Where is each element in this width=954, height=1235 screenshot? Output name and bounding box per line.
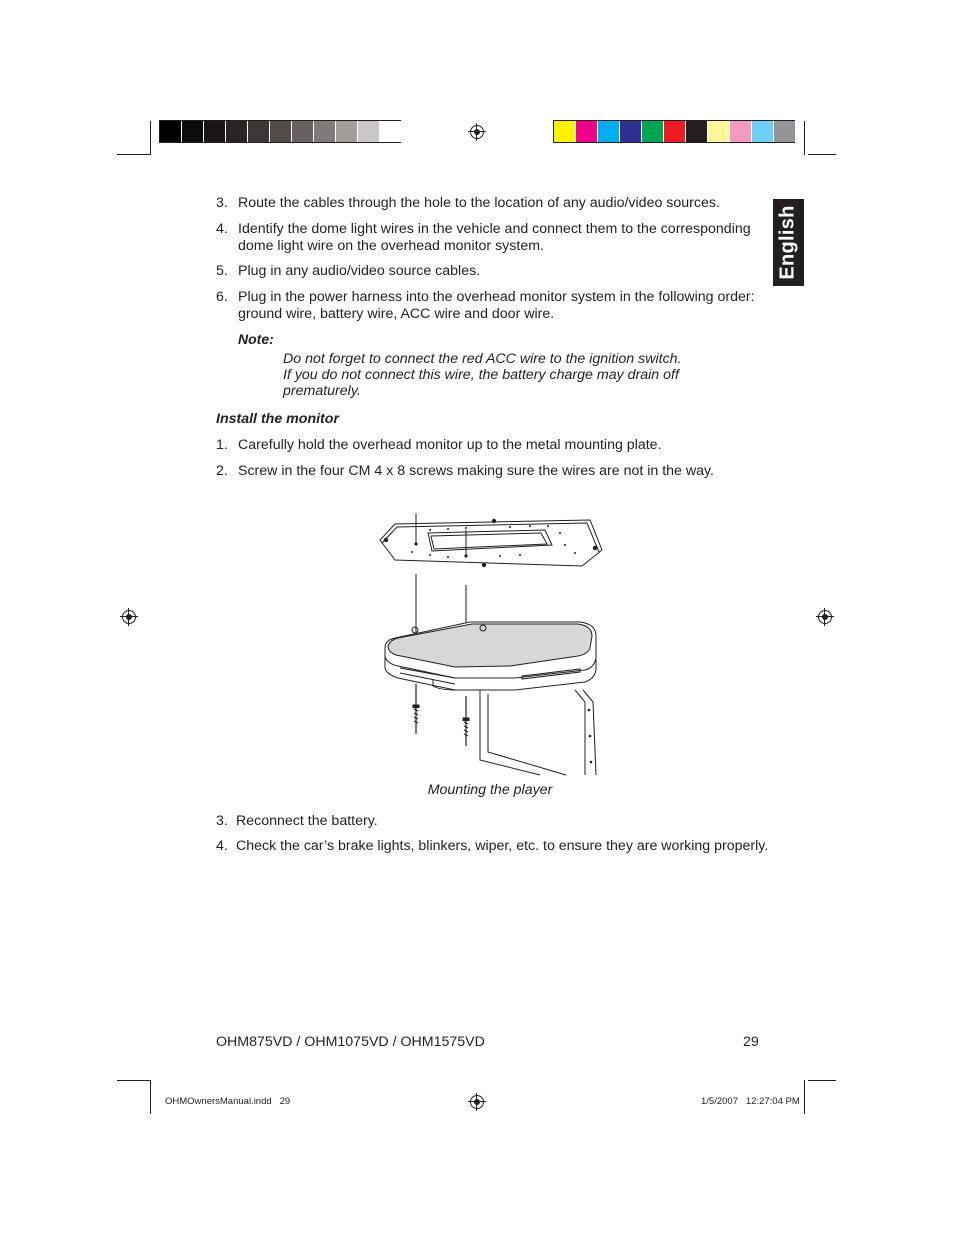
crop-mark: [808, 154, 836, 155]
color-swatch: [554, 121, 575, 142]
registration-mark-icon: [470, 1095, 484, 1109]
color-swatch: [774, 121, 795, 142]
step-text: Route the cables through the hole to the location of any audio/video sources.: [238, 195, 720, 211]
color-swatch: [270, 121, 291, 142]
step-text: Screw in the four CM 4 x 8 screws making sure the wires are not in the way.: [238, 463, 714, 479]
note-label: Note:: [238, 331, 274, 347]
color-swatch: [708, 121, 729, 142]
step-text: Plug in any audio/video source cables.: [238, 263, 481, 279]
registration-mark-icon: [818, 610, 832, 624]
step-number: 6.: [216, 289, 228, 305]
slug-file: OHMOwnersManual.indd 29: [165, 1096, 291, 1107]
step-text: Check the car’s brake lights, blinkers, wiper, etc. to ensure they are working properly.: [236, 838, 769, 854]
slug-timestamp: 1/5/2007 12:27:04 PM: [701, 1096, 800, 1107]
step-text: Reconnect the battery.: [236, 813, 378, 829]
color-swatch: [686, 121, 707, 142]
step-text: Plug in the power harness into the overhead monitor system in the following order: ground wire, battery wire, ACC wire and door wire.: [238, 289, 755, 322]
section-heading: Install the monitor: [216, 411, 339, 427]
step-number: 3.: [216, 813, 228, 829]
color-swatch: [576, 121, 597, 142]
color-swatch: [336, 121, 357, 142]
color-swatch: [358, 121, 379, 142]
crop-mark: [117, 1080, 151, 1081]
color-swatch: [380, 121, 401, 142]
crop-mark: [804, 1080, 805, 1114]
crop-mark: [117, 154, 151, 155]
registration-mark-icon: [122, 610, 136, 624]
figure-caption: Mounting the player: [427, 782, 553, 798]
color-swatch: [730, 121, 751, 142]
step-number: 1.: [216, 437, 228, 453]
note-body: [283, 351, 703, 399]
mounting-diagram: [370, 510, 610, 780]
color-swatch: [642, 121, 663, 142]
step-number: 3.: [216, 195, 228, 211]
language-tab: [773, 199, 804, 286]
crop-mark: [808, 1080, 836, 1081]
language-tab-label: English: [777, 205, 800, 280]
registration-mark-icon: [470, 125, 484, 139]
note-line: prematurely.: [283, 383, 361, 399]
crop-mark: [804, 121, 805, 155]
step-number: 2.: [216, 463, 228, 479]
crop-mark: [150, 1080, 151, 1114]
step-number: 4.: [216, 221, 228, 237]
color-swatch: [664, 121, 685, 142]
color-swatch: [248, 121, 269, 142]
footer-models: OHM875VD / OHM1075VD / OHM1575VD: [216, 1034, 485, 1050]
screw-icon: [413, 684, 419, 734]
page-number: 29: [743, 1034, 759, 1050]
step-number: 4.: [216, 838, 228, 854]
color-swatch: [182, 121, 203, 142]
monitor-screen: [480, 690, 540, 775]
color-swatch: [160, 121, 181, 142]
note-line: Do not forget to connect the red ACC wire to the ignition switch.: [283, 351, 682, 367]
color-swatch: [752, 121, 773, 142]
step-text: Carefully hold the overhead monitor up to the metal mounting plate.: [238, 437, 662, 453]
color-swatch: [314, 121, 335, 142]
color-swatch: [620, 121, 641, 142]
step-number: 5.: [216, 263, 228, 279]
note-line: If you do not connect this wire, the battery charge may drain off: [283, 367, 679, 383]
color-swatch: [204, 121, 225, 142]
color-swatch: [292, 121, 313, 142]
color-swatch: [226, 121, 247, 142]
screw-icon: [463, 696, 469, 746]
color-swatch: [598, 121, 619, 142]
step-text: Identify the dome light wires in the vehicle and connect them to the corresponding dome light wire on the overhead monitor system.: [238, 221, 751, 254]
crop-mark: [150, 121, 151, 155]
